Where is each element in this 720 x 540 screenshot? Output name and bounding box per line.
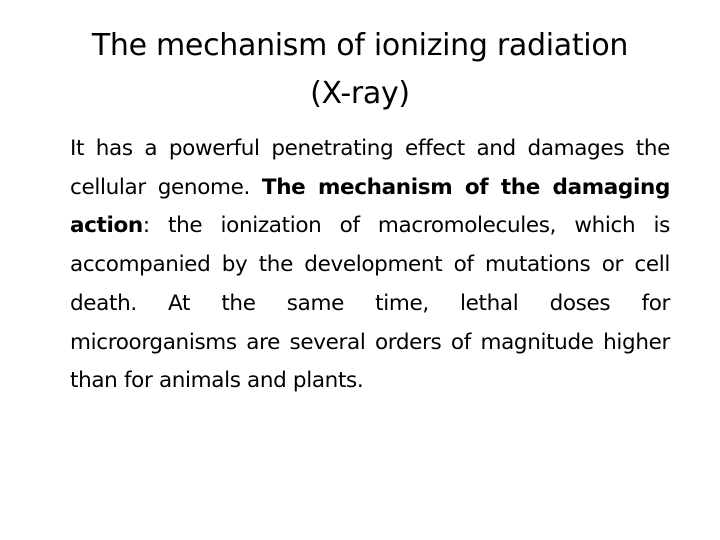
slide-title-line-1: The mechanism of ionizing radiation	[91, 28, 629, 63]
slide-body-paragraph	[70, 130, 670, 401]
slide-title	[40, 22, 680, 118]
body-intro-text: It has a powerful penetrating effect and damages the cellular genome.	[70, 136, 670, 200]
slide-title-line-2: (X-ray)	[310, 76, 410, 111]
body-rest-text: : the ionization of macromolecules, which is accompanied by the development of mutations or cell death. At the same time, lethal doses for microorganisms are several orders of magnitude higher than for animals and plants.	[70, 213, 670, 394]
body-bold-phrase: The mechanism of the damaging action	[70, 174, 670, 239]
